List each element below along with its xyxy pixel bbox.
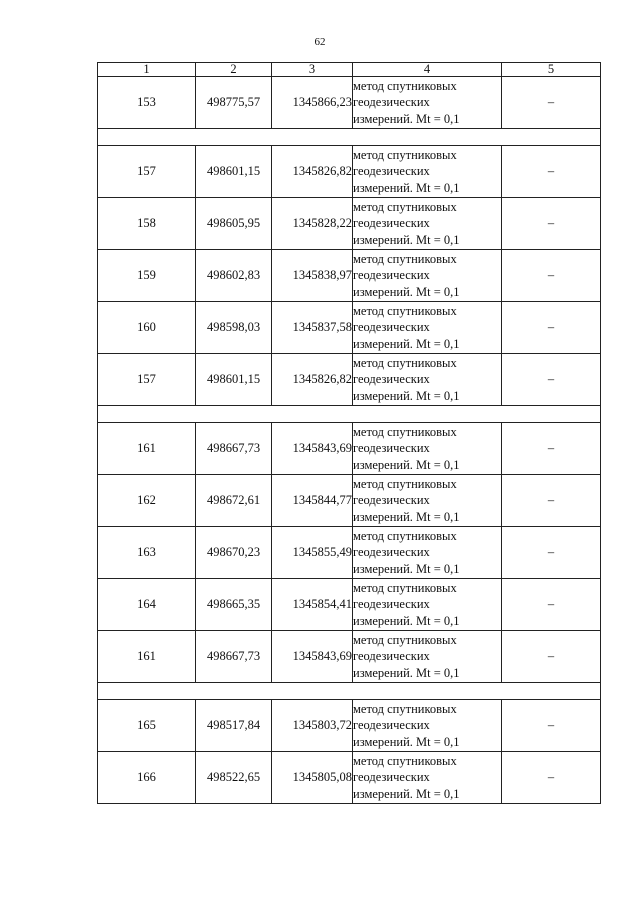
table-row (98, 631, 601, 683)
point-number-cell: 159 (98, 250, 196, 302)
note-cell: – (502, 302, 601, 354)
table-row (98, 77, 601, 129)
y-coordinate-cell: 1345828,22 (272, 198, 353, 250)
x-coordinate-cell: 498667,73 (196, 423, 272, 475)
x-coordinate-cell: 498672,61 (196, 475, 272, 527)
method-line: измерений. Mt = 0,1 (353, 457, 460, 472)
table-body (98, 63, 601, 804)
method-cell (353, 475, 502, 527)
note-cell: – (502, 700, 601, 752)
x-coordinate-cell: 498598,03 (196, 302, 272, 354)
method-cell (353, 700, 502, 752)
method-line: метод спутниковых (353, 528, 457, 543)
point-number-cell: 165 (98, 700, 196, 752)
point-number-cell: 164 (98, 579, 196, 631)
method-line: измерений. Mt = 0,1 (353, 734, 460, 749)
point-number-cell: 161 (98, 631, 196, 683)
method-cell (353, 579, 502, 631)
header-col-1: 1 (98, 63, 196, 77)
note-cell: – (502, 146, 601, 198)
note-cell: – (502, 631, 601, 683)
note-cell: – (502, 77, 601, 129)
separator-cell (98, 406, 601, 423)
method-line: измерений. Mt = 0,1 (353, 665, 460, 680)
method-line: измерений. Mt = 0,1 (353, 284, 460, 299)
method-line: измерений. Mt = 0,1 (353, 613, 460, 628)
y-coordinate-cell: 1345854,41 (272, 579, 353, 631)
y-coordinate-cell: 1345803,72 (272, 700, 353, 752)
y-coordinate-cell: 1345866,23 (272, 77, 353, 129)
method-cell (353, 198, 502, 250)
y-coordinate-cell: 1345855,49 (272, 527, 353, 579)
table-row (98, 198, 601, 250)
x-coordinate-cell: 498601,15 (196, 146, 272, 198)
y-coordinate-cell: 1345838,97 (272, 250, 353, 302)
y-coordinate-cell: 1345826,82 (272, 146, 353, 198)
x-coordinate-cell: 498605,95 (196, 198, 272, 250)
table-row (98, 527, 601, 579)
method-line: метод спутниковых (353, 199, 457, 214)
header-col-4: 4 (353, 63, 502, 77)
method-line: геодезических (353, 545, 430, 560)
table-row (98, 475, 601, 527)
method-line: геодезических (353, 493, 430, 508)
method-line: геодезических (353, 164, 430, 179)
method-cell (353, 146, 502, 198)
note-cell: – (502, 423, 601, 475)
y-coordinate-cell: 1345826,82 (272, 354, 353, 406)
method-line: метод спутниковых (353, 701, 457, 716)
method-line: метод спутниковых (353, 78, 457, 93)
table-row (98, 752, 601, 804)
method-line: геодезических (353, 95, 430, 110)
y-coordinate-cell: 1345843,69 (272, 423, 353, 475)
method-cell (353, 752, 502, 804)
x-coordinate-cell: 498670,23 (196, 527, 272, 579)
section-separator-row (98, 406, 601, 423)
page-number: 62 (314, 36, 326, 48)
y-coordinate-cell: 1345843,69 (272, 631, 353, 683)
point-number-cell: 166 (98, 752, 196, 804)
table-row (98, 423, 601, 475)
method-line: метод спутниковых (353, 424, 457, 439)
note-cell: – (502, 579, 601, 631)
method-cell (353, 354, 502, 406)
method-line: измерений. Mt = 0,1 (353, 111, 460, 126)
note-cell: – (502, 475, 601, 527)
table-row (98, 250, 601, 302)
method-line: измерений. Mt = 0,1 (353, 786, 460, 801)
y-coordinate-cell: 1345837,58 (272, 302, 353, 354)
x-coordinate-cell: 498665,35 (196, 579, 272, 631)
method-line: метод спутниковых (353, 476, 457, 491)
table-row (98, 700, 601, 752)
point-number-cell: 162 (98, 475, 196, 527)
section-separator-row (98, 683, 601, 700)
method-line: геодезических (353, 597, 430, 612)
x-coordinate-cell: 498522,65 (196, 752, 272, 804)
point-number-cell: 158 (98, 198, 196, 250)
method-line: метод спутниковых (353, 632, 457, 647)
method-line: метод спутниковых (353, 251, 457, 266)
note-cell: – (502, 354, 601, 406)
coordinates-table (97, 62, 601, 804)
method-line: метод спутниковых (353, 303, 457, 318)
y-coordinate-cell: 1345805,08 (272, 752, 353, 804)
method-cell (353, 527, 502, 579)
x-coordinate-cell: 498601,15 (196, 354, 272, 406)
method-line: метод спутниковых (353, 147, 457, 162)
method-line: измерений. Mt = 0,1 (353, 336, 460, 351)
x-coordinate-cell: 498602,83 (196, 250, 272, 302)
point-number-cell: 161 (98, 423, 196, 475)
method-line: геодезических (353, 649, 430, 664)
x-coordinate-cell: 498775,57 (196, 77, 272, 129)
method-line: измерений. Mt = 0,1 (353, 232, 460, 247)
header-col-2: 2 (196, 63, 272, 77)
table-row (98, 354, 601, 406)
y-coordinate-cell: 1345844,77 (272, 475, 353, 527)
point-number-cell: 160 (98, 302, 196, 354)
point-number-cell: 157 (98, 354, 196, 406)
method-line: измерений. Mt = 0,1 (353, 180, 460, 195)
method-line: геодезических (353, 372, 430, 387)
method-line: метод спутниковых (353, 753, 457, 768)
method-line: измерений. Mt = 0,1 (353, 509, 460, 524)
table-row (98, 302, 601, 354)
table-header-row (98, 63, 601, 77)
table-row (98, 579, 601, 631)
method-cell (353, 302, 502, 354)
method-line: метод спутниковых (353, 580, 457, 595)
method-line: метод спутниковых (353, 355, 457, 370)
method-cell (353, 631, 502, 683)
method-line: геодезических (353, 216, 430, 231)
header-col-5: 5 (502, 63, 601, 77)
point-number-cell: 163 (98, 527, 196, 579)
point-number-cell: 157 (98, 146, 196, 198)
method-cell (353, 423, 502, 475)
note-cell: – (502, 527, 601, 579)
method-cell (353, 250, 502, 302)
method-line: геодезических (353, 268, 430, 283)
note-cell: – (502, 198, 601, 250)
x-coordinate-cell: 498517,84 (196, 700, 272, 752)
note-cell: – (502, 250, 601, 302)
method-line: геодезических (353, 770, 430, 785)
method-line: измерений. Mt = 0,1 (353, 388, 460, 403)
x-coordinate-cell: 498667,73 (196, 631, 272, 683)
method-cell (353, 77, 502, 129)
table-row (98, 146, 601, 198)
separator-cell (98, 129, 601, 146)
section-separator-row (98, 129, 601, 146)
note-cell: – (502, 752, 601, 804)
header-col-3: 3 (272, 63, 353, 77)
method-line: геодезических (353, 441, 430, 456)
method-line: геодезических (353, 320, 430, 335)
method-line: геодезических (353, 718, 430, 733)
point-number-cell: 153 (98, 77, 196, 129)
method-line: измерений. Mt = 0,1 (353, 561, 460, 576)
separator-cell (98, 683, 601, 700)
